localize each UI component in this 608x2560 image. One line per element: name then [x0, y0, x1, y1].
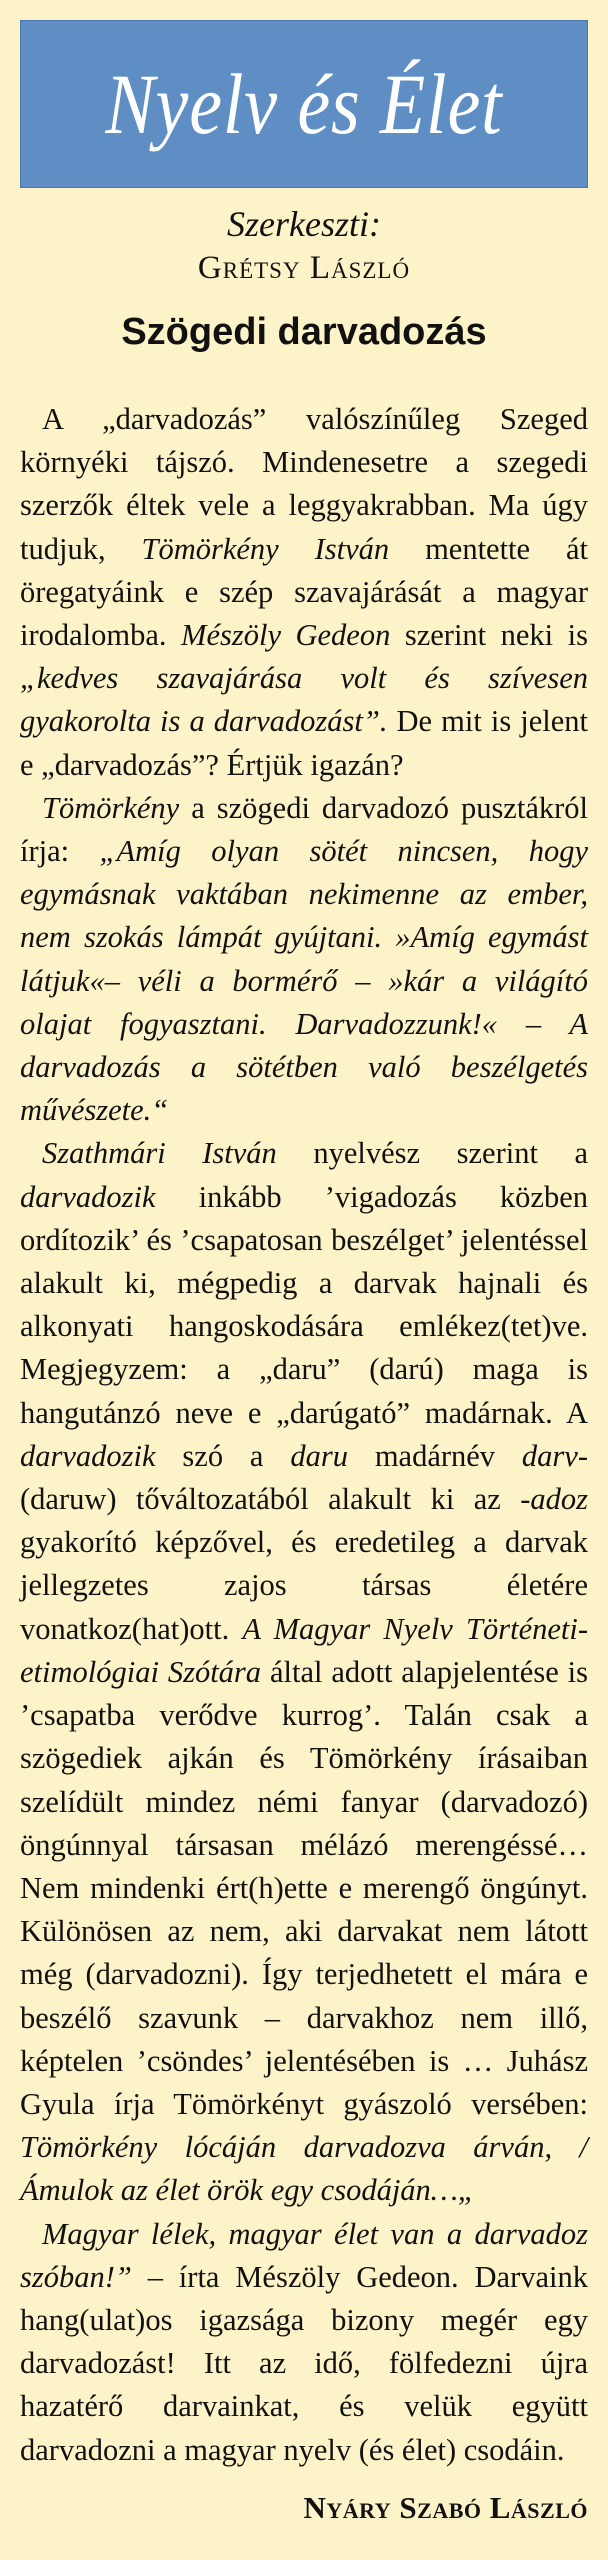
text-run: mentette át öregatyáink e szép szavajárását a magyar irodalomba. [20, 531, 588, 653]
text-run: nyelvész szerint a [276, 1136, 589, 1171]
article-body [20, 398, 588, 2472]
text-run: (daruw) tőváltozatából alakult ki az [20, 1482, 521, 1517]
column-banner [20, 20, 588, 188]
text-run: a szögedi darvadozó pusztákról írja: [20, 790, 588, 869]
text-run: – írta Mészöly Gedeon. Darvaink hang(ulat)os igazsága bizony megér egy darvadozást! Itt az idő, fölfedezni újra hazatérő darvainkat, és velük együtt darvadozni a magyar nyelv (és élet) csodáin. [20, 2259, 588, 2467]
text-run: szó a [155, 1438, 291, 1473]
italic-text: Magyar lélek, magyar élet van a darvadoz szóban!” [20, 2216, 588, 2294]
editor-name: Grétsy László [197, 250, 411, 286]
italic-text: Tömörkény lócáján darvadozva árván, / Ámulok az élet örök egy csodáján…„ [20, 2130, 588, 2208]
italic-text: A Magyar Nyelv Történeti-etimológiai Szótára [20, 1611, 588, 1689]
text-run: által adott alapjelentése is ’csapatba verődve kurrog’. Talán csak a szögediek ajkán és Tömörkény írásaiban szelídült mindez némi fanyar (darvadozó) öngúnnyal társasan mélázó merengéssé… Nem mindenki ért(h)ette e merengő öngúnyt. Különösen az nem, aki darvakat nem látott még (darvadozni). Így terjedhetett el mára e beszélő szavunk – darvakhoz nem illő, képtelen ’csöndes’ jelentésében is … Juhász Gyula írja Tömörkényt gyászoló versében: [20, 1654, 588, 2121]
text-run: szerint neki is [390, 618, 589, 653]
italic-text: darv- [521, 1438, 588, 1473]
text-run: gyakorító képzővel, és eredetileg a darvak jellegzetes zajos társas életére vonatkoz(hat)ott. [20, 1525, 588, 1646]
text-run: inkább ’vigadozás közben ordítozik’ és ’csapatosan beszélget’ jelentéssel alakult ki, mégpedig a darvak hajnali és alkonyati hangoskodására emlékez(tet)ve. Megjegyzem: a „daru” (darú) maga is hangutánzó neve e „darúgató” madárnak. A [20, 1179, 588, 1430]
text-run: madárnév [347, 1438, 522, 1473]
paragraph-3 [20, 1132, 588, 2212]
italic-text: daru [290, 1438, 348, 1473]
paragraph-2 [20, 787, 588, 1133]
paragraph-4 [20, 2213, 588, 2472]
italic-text: „kedves szavajárása volt és szívesen gyakorolta is a darvadozást”. [20, 661, 588, 739]
article-title: Szögedi darvadozás [121, 311, 487, 353]
paragraph-1 [20, 398, 588, 787]
author-signature: Nyáry Szabó László [303, 2490, 588, 2525]
italic-text: darvadozik [20, 1179, 156, 1214]
italic-text: „Amíg olyan sötét nincsen, hogy egymásnak vaktában nekimenne az ember, nem szokás lámpát gyújtani. »Amíg egymást látjuk«– véli a bormérő – »kár a világító olajat fogyasztani. Darvadozzunk!« – A darvadozás a sötétben való beszélgetés művészete.“ [20, 834, 588, 1128]
italic-text: Tömörkény [42, 790, 180, 825]
editor-label: Szerkeszti: [227, 204, 381, 244]
italic-text: Mészöly Gedeon [181, 618, 391, 653]
column-title: Nyelv és Élet [105, 56, 503, 152]
italic-text: Tömörkény István [141, 531, 390, 566]
italic-text: darvadozik [20, 1438, 156, 1473]
text-run: A „darvadozás” valószínűleg Szeged környéki tájszó. Mindenesetre a szegedi szerzők éltek vele a leggyakrabban. Ma úgy tudjuk, [20, 402, 588, 566]
italic-text: -adoz [520, 1482, 588, 1517]
text-run: De mit is jelent e „darvadozás”? Értjük igazán? [20, 704, 588, 782]
italic-text: Szathmári István [42, 1136, 277, 1171]
